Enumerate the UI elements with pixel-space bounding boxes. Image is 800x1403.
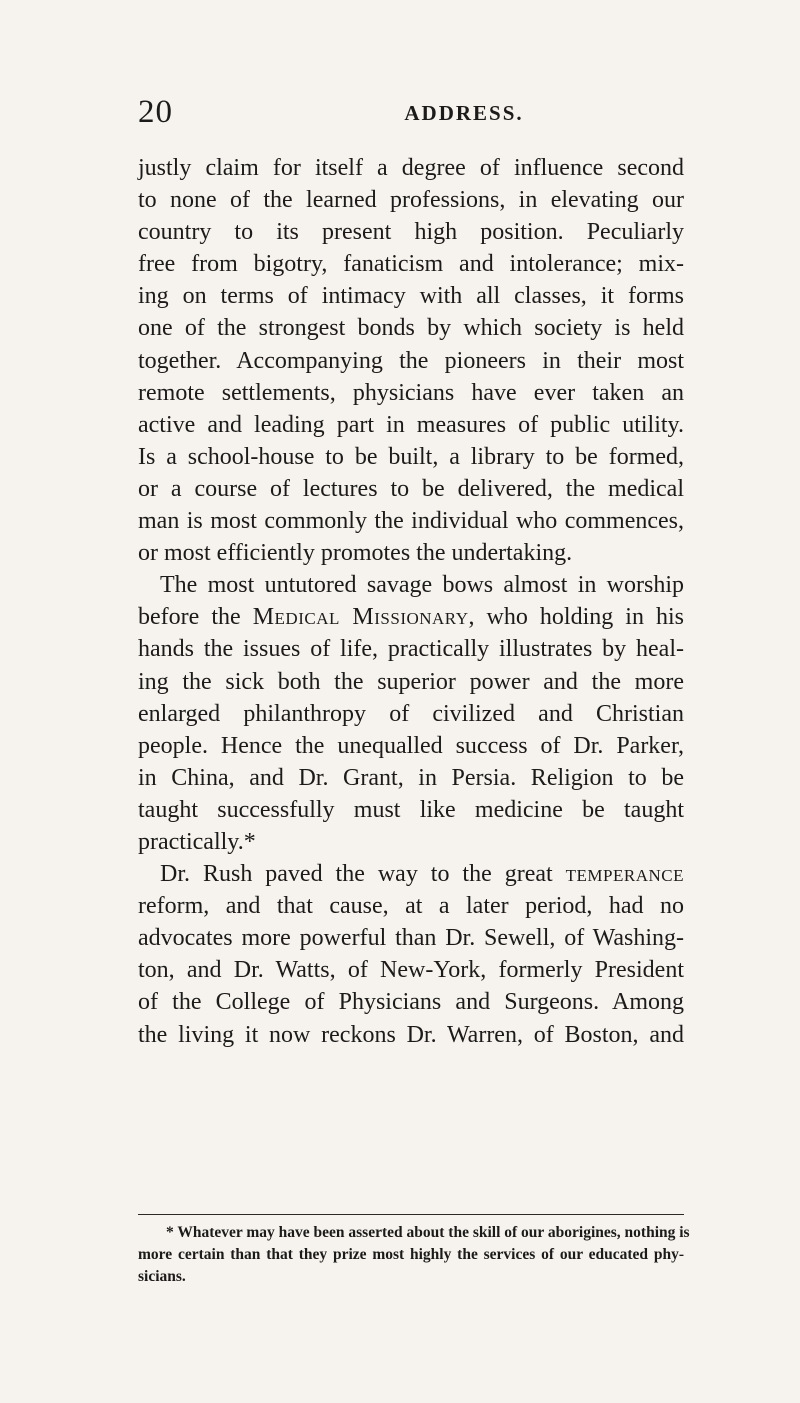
small-caps-term: temperance [565, 861, 684, 888]
text-line: people. Hence the unequalled success of Dr. Parker, [138, 732, 684, 759]
text-line: man is most commonly the individual who commences, [138, 508, 684, 535]
page-number: 20 [138, 94, 173, 130]
text-line: together. Accompanying the pioneers in their most [138, 347, 684, 374]
text-line: of the College of Physicians and Surgeons. Among [138, 989, 684, 1016]
text-line: active and leading part in measures of public utility. [138, 411, 684, 438]
text-line: enlarged philanthropy of civilized and Christian [138, 700, 684, 727]
footnote-line: sicians. [138, 1268, 186, 1285]
text-line [138, 858, 684, 890]
text-line: justly claim for itself a degree of influence second [138, 155, 684, 181]
text-line: one of the strongest bonds by which society is held [138, 315, 684, 342]
footnote-line: more certain than that they prize most highly the services of our educated phy- [138, 1246, 684, 1263]
body-text [138, 152, 684, 1051]
footnote [138, 1222, 690, 1288]
text-run: Dr. Rush paved the way to the great [160, 861, 566, 888]
text-run: before the [138, 604, 253, 631]
text-line: to none of the learned professions, in elevating our [138, 187, 684, 214]
text-line: ing on terms of intimacy with all classes, it forms [138, 283, 684, 310]
text-line: advocates more powerful than Dr. Sewell, of Washing- [138, 925, 684, 952]
text-line: The most untutored savage bows almost in worship [160, 572, 684, 599]
running-title: ADDRESS. [404, 101, 524, 125]
text-line: practically.* [138, 828, 256, 855]
text-line: ton, and Dr. Watts, of New-York, formerly President [138, 957, 684, 984]
text-line: or most efficiently promotes the undertaking. [138, 540, 573, 567]
footnote-rule [138, 1214, 684, 1215]
text-line: ing the sick both the superior power and the more [138, 668, 684, 695]
text-line: remote settlements, physicians have ever taken an [138, 379, 684, 406]
text-line: free from bigotry, fanaticism and intolerance; mix- [138, 251, 684, 278]
footnote-line: * Whatever may have been asserted about the skill of our aborigines, nothing is [166, 1224, 690, 1241]
text-line: or a course of lectures to be delivered, the medical [138, 475, 684, 502]
text-line: Is a school-house to be built, a library to be formed, [138, 443, 684, 470]
text-line: taught successfully must like medicine be taught [138, 796, 684, 823]
text-line: the living it now reckons Dr. Warren, of Boston, and [138, 1021, 684, 1048]
running-head [138, 92, 684, 132]
text-line: hands the issues of life, practically illustrates by heal- [138, 636, 684, 663]
text-line [138, 601, 684, 633]
text-run: , who holding in his [468, 604, 685, 631]
text-line: country to its present high position. Peculiarly [138, 219, 684, 246]
small-caps-term: Medical Missionary [252, 604, 469, 631]
text-line: reform, and that cause, at a later period, had no [138, 893, 684, 920]
text-line: in China, and Dr. Grant, in Persia. Religion to be [138, 764, 684, 791]
